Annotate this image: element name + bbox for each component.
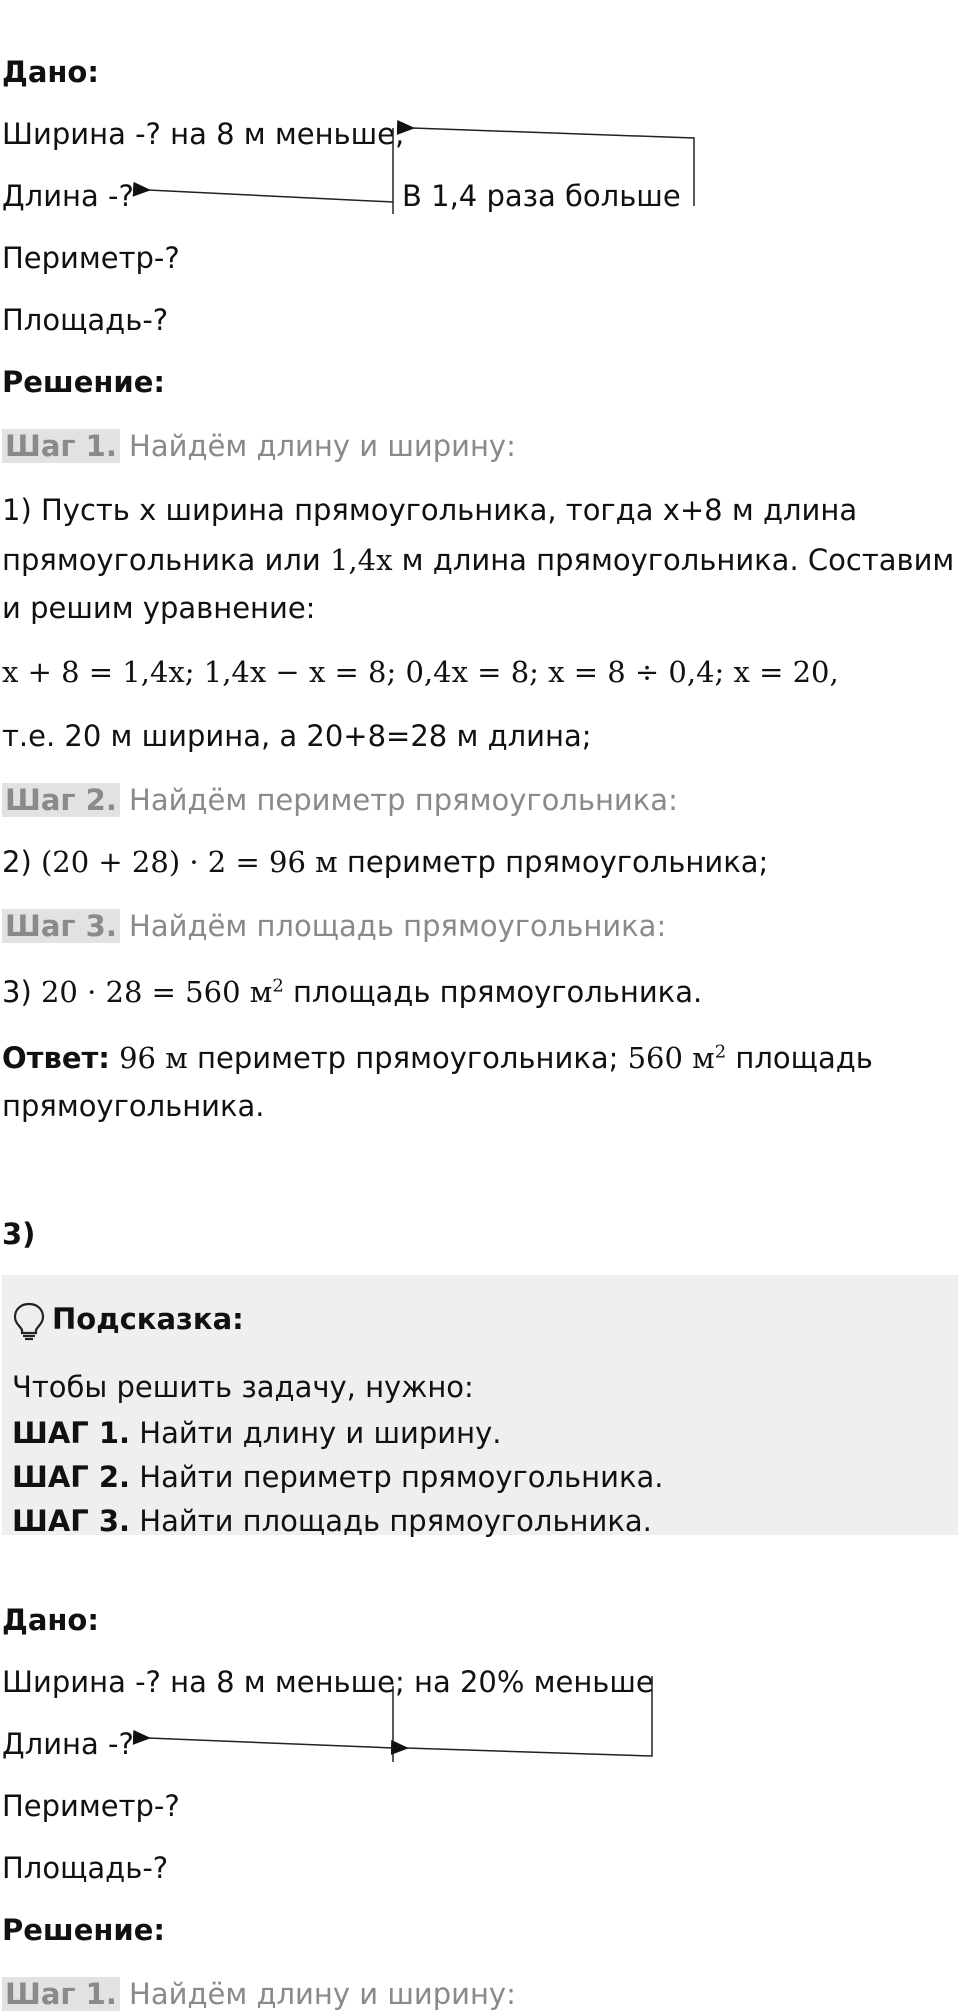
hint-step-3-text: Найти площадь прямоугольника. <box>130 1504 652 1538</box>
step3-tag: Шаг 3. <box>2 909 120 943</box>
answer-math1: 96 м <box>109 1041 188 1075</box>
p1-line3: и решим уравнение: <box>2 591 316 625</box>
equation: x + 8 = 1,4x; 1,4x − x = 8; 0,4x = 8; x = 8 ÷ 0,4; x = 20, <box>2 655 839 689</box>
section2-arrows <box>148 1676 652 1762</box>
solution-label-2: Решение: <box>2 1913 166 1947</box>
p1-line2-text-a: прямоугольника или <box>2 543 330 577</box>
p3-prefix: 3) <box>2 975 41 1009</box>
width-line: Ширина -? на 8 м меньше; <box>2 117 405 151</box>
answer-math2: 560 м <box>627 1041 715 1075</box>
hint-step-1-tag: ШАГ 1. <box>12 1416 131 1450</box>
step2-tag: Шаг 2. <box>2 783 120 817</box>
answer-label: Ответ: <box>2 1041 110 1075</box>
perimeter-line: Периметр-? <box>2 241 180 275</box>
hint-title: Подсказка: <box>52 1302 244 1336</box>
answer-text2: площадь <box>726 1041 873 1075</box>
p2-math: (20 + 28) · 2 = 96 м <box>40 845 338 879</box>
area-line-2: Площадь-? <box>2 1851 169 1885</box>
hint-step-3-tag: ШАГ 3. <box>12 1504 131 1538</box>
hint-step-2-text: Найти периметр прямоугольника. <box>130 1460 664 1494</box>
p1-line2-math: 1,4x <box>329 543 393 577</box>
hint-step-1-text: Найти длину и ширину. <box>130 1416 502 1450</box>
given-label-2: Дано: <box>2 1603 99 1637</box>
section1-arrows <box>148 128 694 214</box>
length-line: Длина -? <box>2 179 134 213</box>
p3-sup: 2 <box>272 975 284 997</box>
step3-text: Найдём площадь прямоугольника: <box>119 909 667 943</box>
step1-text: Найдём длину и ширину: <box>119 429 516 463</box>
step1-text-2: Найдём длину и ширину: <box>119 1977 516 2011</box>
area-line: Площадь-? <box>2 303 169 337</box>
step1-tag: Шаг 1. <box>2 429 120 463</box>
perimeter-line-2: Периметр-? <box>2 1789 180 1823</box>
hint-intro: Чтобы решить задачу, нужно: <box>12 1370 474 1404</box>
answer-text1: периметр прямоугольника; <box>187 1041 628 1075</box>
step2-text: Найдём периметр прямоугольника: <box>119 783 678 817</box>
p2-prefix: 2) <box>2 845 41 879</box>
length-line-2: Длина -? <box>2 1727 134 1761</box>
p2-suffix: периметр прямоугольника; <box>337 845 769 879</box>
p1-result: т.е. 20 м ширина, а 20+8=28 м длина; <box>2 719 592 753</box>
answer-sup: 2 <box>714 1041 727 1063</box>
answer-line2: прямоугольника. <box>2 1089 265 1123</box>
given-label: Дано: <box>2 55 99 89</box>
solution-label: Решение: <box>2 365 166 399</box>
p1-line2-text-b: м длина прямоугольника. Составим <box>392 543 955 577</box>
width-line-2: Ширина -? на 8 м меньше; на 20% меньше <box>2 1665 654 1699</box>
hint-step-2-tag: ШАГ 2. <box>12 1460 131 1494</box>
p3-suffix: площадь прямоугольника. <box>283 975 703 1009</box>
p3-math: 20 · 28 = 560 м <box>40 975 273 1009</box>
step1-tag-2: Шаг 1. <box>2 1977 120 2011</box>
problem-number: 3) <box>2 1217 36 1251</box>
p1-line1: 1) Пусть х ширина прямоугольника, тогда х+8 м длина <box>2 493 858 527</box>
ratio-note: В 1,4 раза больше <box>402 179 681 213</box>
